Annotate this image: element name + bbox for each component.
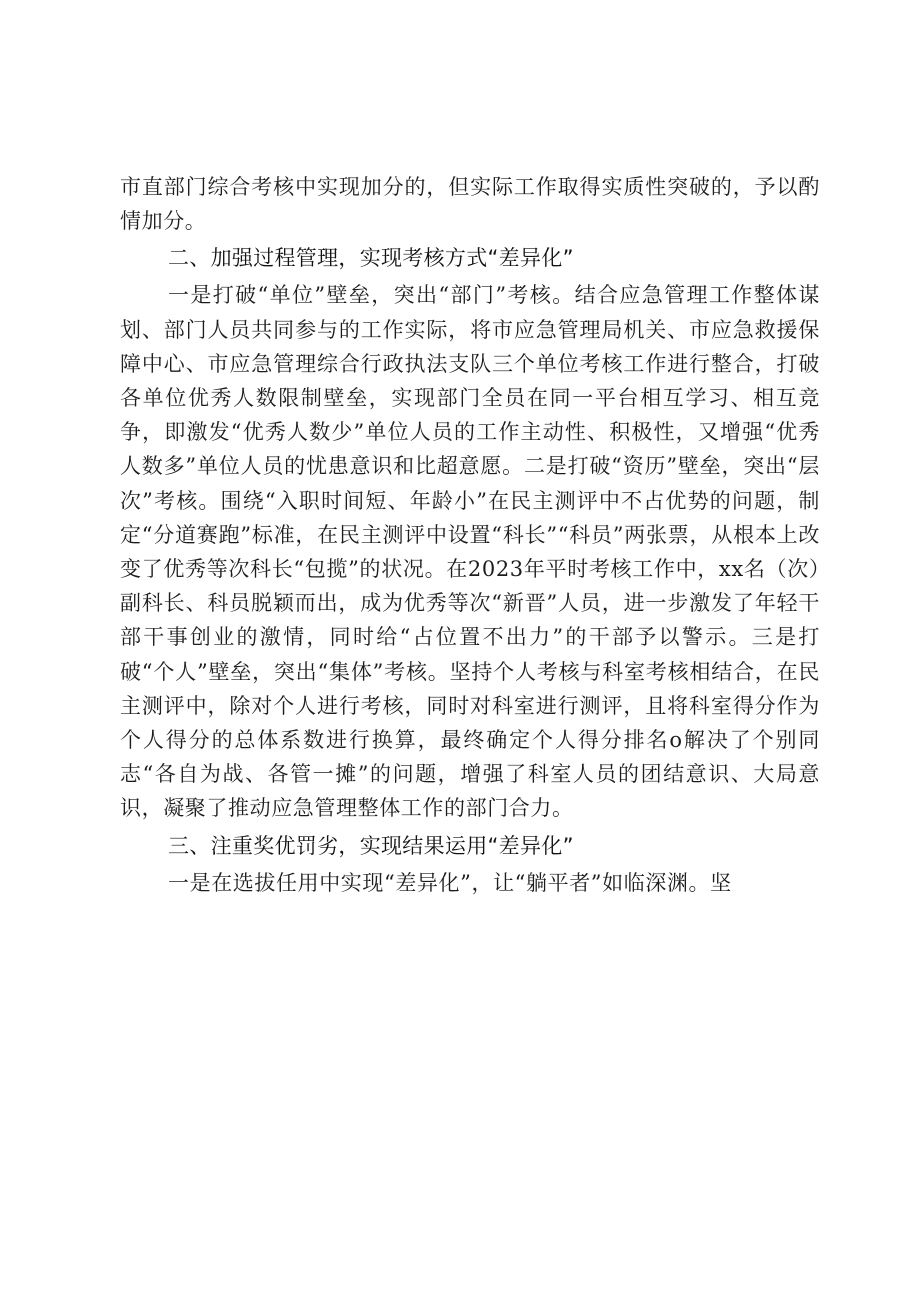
section-heading-2: 二、加强过程管理，实现考核方式“差异化” xyxy=(168,246,574,271)
paragraph-continuation: 市直部门综合考核中实现加分的，但实际工作取得实质性突破的，予以酌情加分。 xyxy=(120,175,820,234)
document-body xyxy=(120,170,820,900)
section-heading-3: 三、注重奖优罚劣，实现结果运用“差异化” xyxy=(168,833,574,858)
paragraph-section-3-body: 一是在选拔任用中实现“差异化”，让“躺平者”如临深渊。坚 xyxy=(168,870,732,895)
paragraph-section-2-body: 一是打破“单位”壁垒，突出“部门”考核。结合应急管理工作整体谋划、部门人员共同参与的工作实际，将市应急管理局机关、市应急救援保障中心、市应急管理综合行政执法支队三个单位考核工作进行整合，打破各单位优秀人数限制壁垒，实现部门全员在同一平台相互学习、相互竞争，即激发“优秀人数少”单位人员的工作主动性、积极性，又增强“优秀人数多”单位人员的忧患意识和比超意愿。二是打破“资历”壁垒，突出“层次”考核。围绕“入职时间短、年龄小”在民主测评中不占优势的问题，制定“分道赛跑”标准，在民主测评中设置“科长”“科员”两张票，从根本上改变了优秀等次科长“包揽”的状况。在2023年平时考核工作中，xx名（次）副科长、科员脱颖而出，成为优秀等次“新晋”人员，进一步激发了年轻干部干事创业的激情，同时给“占位置不出力”的干部予以警示。三是打破“个人”壁垒，突出“集体”考核。坚持个人考核与科室考核相结合，在民主测评中，除对个人进行考核，同时对科室进行测评，且将科室得分作为个人得分的总体系数进行换算，最终确定个人得分排名o解决了个别同志“各自为战、各管一摊”的问题，增强了科室人员的团结意识、大局意识，凝聚了推动应急管理整体工作的部门合力。 xyxy=(120,283,820,821)
